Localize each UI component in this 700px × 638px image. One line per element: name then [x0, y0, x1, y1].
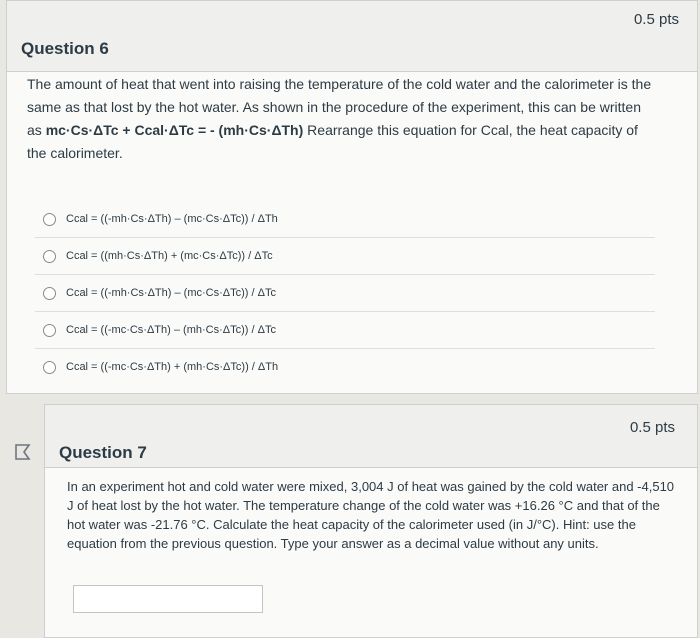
question-7-card: [44, 404, 698, 638]
answer-label: Ccal = ((-mc·Cs·ΔTh) + (mh·Cs·ΔTc)) / ΔTh: [66, 361, 279, 373]
answer-input[interactable]: [73, 585, 263, 613]
answer-label: Ccal = ((-mh·Cs·ΔTh) – (mc·Cs·ΔTc)) / ΔTh: [66, 213, 278, 225]
radio-button[interactable]: [43, 250, 56, 263]
question-6-rest: Rearrange this equation for Ccal, the heat capacity of the calorimeter.: [27, 122, 638, 161]
question-7-header: [45, 405, 697, 468]
question-6-intro: The amount of heat that went into raising the temperature of the cold water and the calorimeter is the same as that lost by the hot water. As shown in the procedure of the experiment, this can be written as: [27, 76, 652, 138]
question-6-card: [6, 0, 698, 394]
answer-label: Ccal = ((-mc·Cs·ΔTh) – (mh·Cs·ΔTc)) / ΔTc: [66, 324, 276, 336]
flag-icon[interactable]: [14, 444, 34, 460]
question-6-header: [7, 1, 697, 72]
radio-button[interactable]: [43, 213, 56, 226]
question-6-equation: mc·Cs·ΔTc + Ccal·ΔTc = - (mh·Cs·ΔTh): [45, 122, 304, 138]
answer-option[interactable]: [35, 349, 655, 385]
answer-option[interactable]: [35, 275, 655, 312]
question-7-text: In an experiment hot and cold water were mixed, 3,004 J of heat was gained by the cold water and -4,510 J of heat lost by the hot water. The temperature change of the cold water was +16.26 °C and that of the hot water was -21.76 °C. Calculate the heat capacity of the calorimeter used (in J/°C). Hint: use the equation from the previous question. Type your answer as a decimal value without any units.: [67, 479, 675, 551]
answer-label: Ccal = ((mh·Cs·ΔTh) + (mc·Cs·ΔTc)) / ΔTc: [66, 250, 273, 262]
question-7-points: 0.5 pts: [629, 419, 675, 436]
answer-option[interactable]: [35, 201, 655, 238]
question-6-text: [27, 73, 657, 165]
question-6-points: 0.5 pts: [633, 11, 679, 28]
answer-option[interactable]: [35, 312, 655, 349]
question-6-answers: [35, 201, 655, 385]
answer-option[interactable]: [35, 238, 655, 275]
question-6-title: Question 6: [21, 39, 109, 58]
radio-button[interactable]: [43, 361, 56, 374]
answer-label: Ccal = ((-mh·Cs·ΔTh) – (mc·Cs·ΔTc)) / ΔTc: [66, 287, 276, 299]
radio-button[interactable]: [43, 324, 56, 337]
question-7-title: Question 7: [59, 443, 147, 462]
radio-button[interactable]: [43, 287, 56, 300]
